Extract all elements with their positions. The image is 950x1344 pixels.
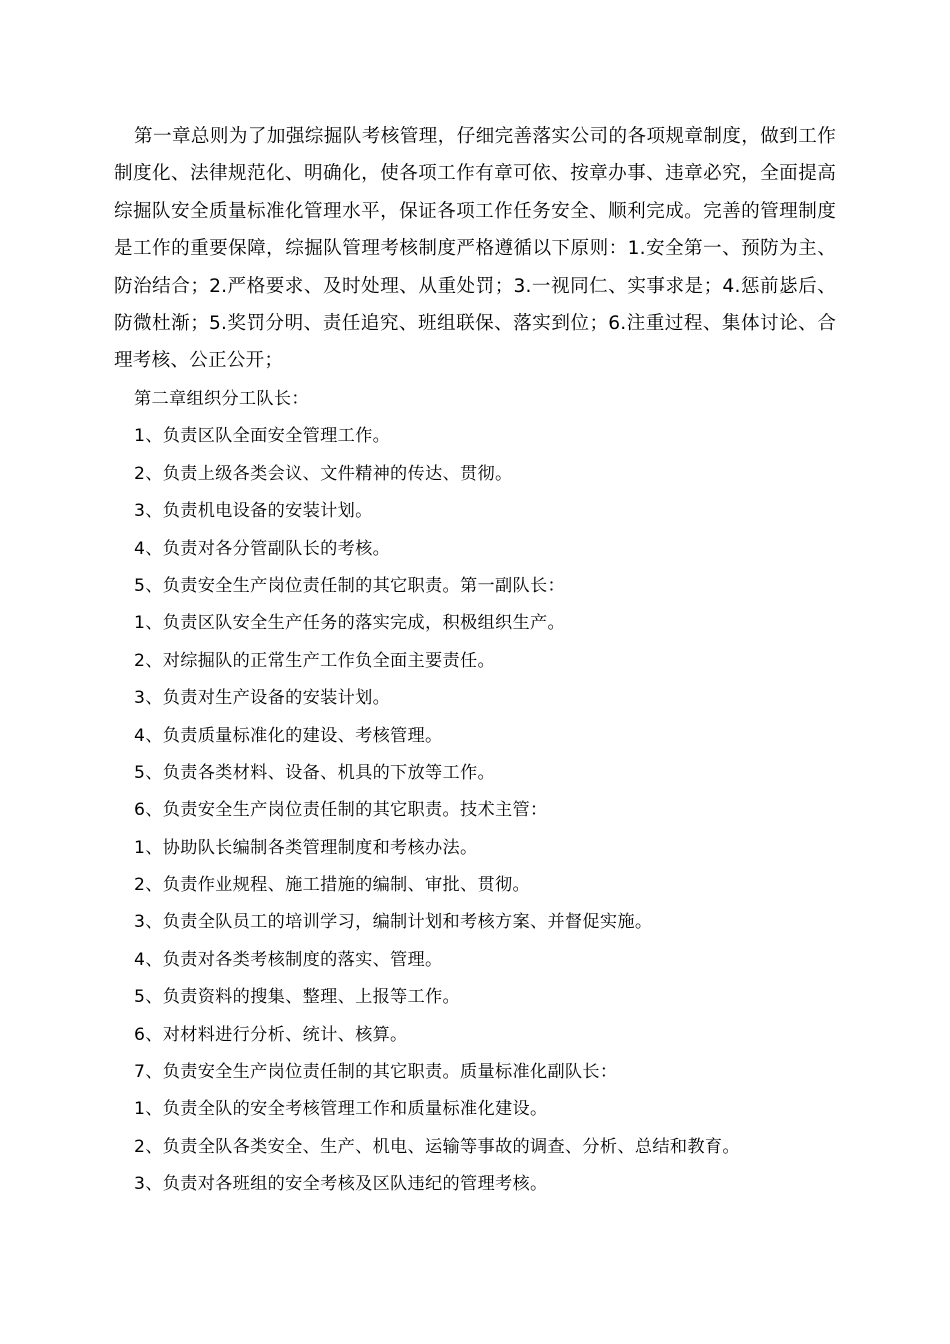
text-line: 1、负责全队的安全考核管理工作和质量标准化建设。	[134, 1099, 548, 1120]
text-line: 6、对材料进行分析、统计、核算。	[134, 1024, 408, 1045]
text-line: 2、对综掘队的正常生产工作负全面主要责任。	[134, 650, 495, 671]
text-line: 4、负责质量标准化的建设、考核管理。	[134, 725, 443, 746]
text-line: 3、负责全队员工的培训学习，编制计划和考核方案、并督促实施。	[134, 912, 653, 933]
text-line: 2、负责全队各类安全、生产、机电、运输等事故的调查、分析、总结和教育。	[134, 1136, 740, 1157]
document-body	[134, 381, 844, 1204]
text-line: 2、负责上级各类会议、文件精神的传达、贯彻。	[134, 463, 513, 484]
text-line: 5、负责资料的搜集、整理、上报等工作。	[134, 987, 461, 1008]
text-line: 4、负责对各分管副队长的考核。	[134, 538, 391, 559]
text-line: 1、负责区队全面安全管理工作。	[134, 426, 391, 447]
text-line: 3、负责机电设备的安装计划。	[134, 501, 373, 522]
chapter-two-heading: 第二章组织分工队长：	[134, 389, 309, 409]
text-line: 1、协助队长编制各类管理制度和考核办法。	[134, 837, 478, 858]
text-line: 1、负责区队安全生产任务的落实完成，积极组织生产。	[134, 613, 565, 634]
text-line: 5、负责各类材料、设备、机具的下放等工作。	[134, 762, 495, 783]
text-line: 3、负责对各班组的安全考核及区队违纪的管理考核。	[134, 1174, 548, 1195]
text-line: 3、负责对生产设备的安装计划。	[134, 688, 391, 709]
text-line: 2、负责作业规程、施工措施的编制、审批、贯彻。	[134, 875, 530, 896]
text-line: 5、负责安全生产岗位责任制的其它职责。第一副队长：	[134, 575, 565, 596]
text-line: 4、负责对各类考核制度的落实、管理。	[134, 949, 443, 970]
chapter-one-paragraph: 第一章总则为了加强综掘队考核管理，仔细完善落实公司的各项规章制度，做到工作制度化、法律规范化、明确化，使各项工作有章可依、按章办事、违章必究，全面提高综掘队安全质量标准化管理水平，保证各项工作任务安全、顺利完成。完善的管理制度是工作的重要保障，综掘队管理考核制度严格遵循以下原则：1.安全第一、预防为主、防治结合；2.严格要求、及时处理、从重处罚；3.一视同仁、实事求是；4.惩前毖后、防微杜渐；5.奖罚分明、责任追究、班组联保、落实到位；6.注重过程、集体讨论、合理考核、公正公开；	[114, 126, 836, 372]
text-line: 6、负责安全生产岗位责任制的其它职责。技术主管：	[134, 800, 548, 821]
text-line: 7、负责安全生产岗位责任制的其它职责。质量标准化副队长：	[134, 1062, 618, 1083]
